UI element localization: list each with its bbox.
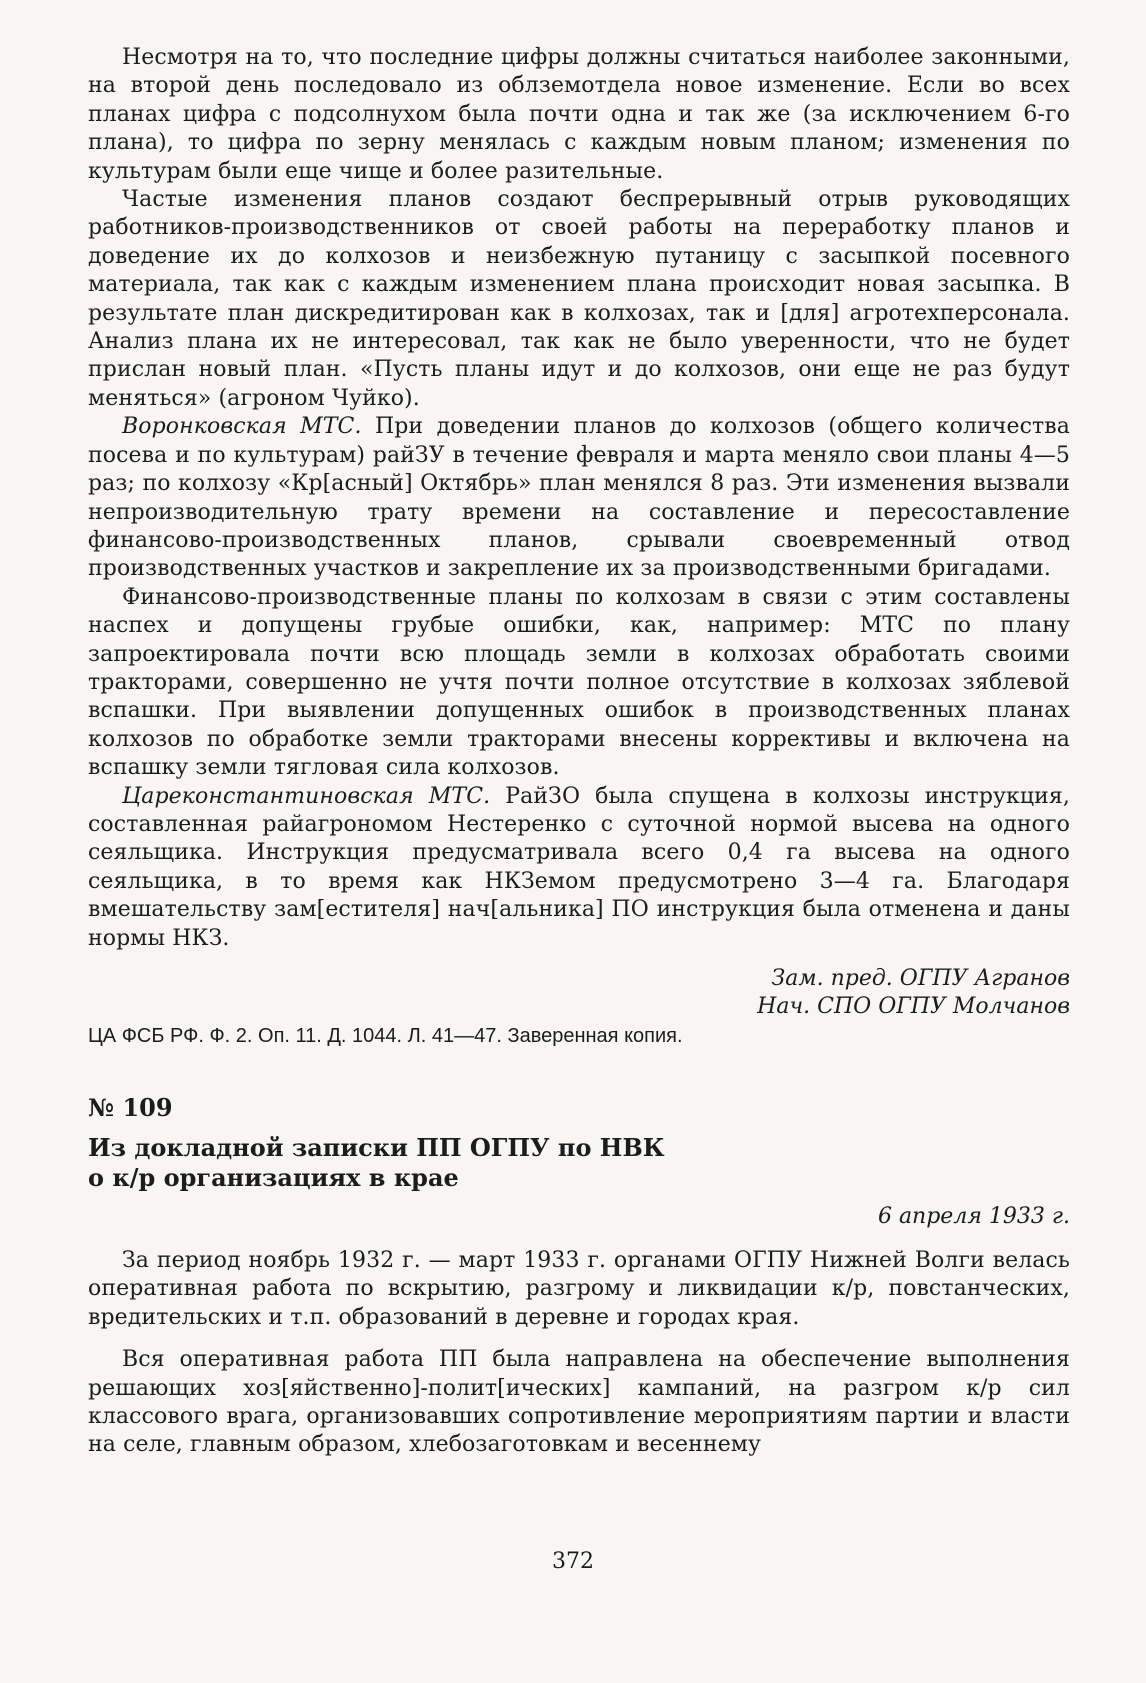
paragraph-frequent-changes: Частые изменения планов создают беспрерывный отрыв руководящих работников-производственников от своей работы на переработку планов и доведение их до колхозов и неизбежную путаницу с засыпкой посевного материала, так как с каждым изменением плана происходит новая засыпка. В результате план дискредитирован как в колхозах, так и [для] агротехперсонала. Анализ плана их не интересовал, так как не было уверенности, что не будет прислан новый план. «Пусть планы идут и до колхозов, они еще не раз будут меняться» (агроном Чуйко). xyxy=(88,187,1070,411)
document-number: № 109 xyxy=(88,1093,173,1122)
page-number: 372 xyxy=(552,1549,594,1574)
voronkovskaya-text: При доведении планов до колхозов (общего количества посева и по культурам) райЗУ в течение февраля и марта меняло свои планы 4—5 раз; по колхозу «Кр[асный] Октябрь» план менялся 8 раз. Эти изменения вызвали непроизводительную трату времени на составление и пересоставление финансово-производственных планов, срывали своевременный отвод производственных участков и закрепление их за производственными бригадами. xyxy=(88,414,1071,582)
archive-reference: ЦА ФСБ РФ. Ф. 2. Оп. 11. Д. 1044. Л. 41—47. Заверенная копия. xyxy=(88,1025,683,1047)
tsarekonstantinovskaya-text: РайЗО была спущена в колхозы инструкция, составленная райагрономом Нестеренко с суточной нормой высева на одного сеяльщика. Инструкция предусматривала всего 0,4 га высева на одного сеяльщика, в то время как НКЗемом предусмотрено 3—4 га. Благодаря вмешательству зам[естителя] нач[альника] ПО инструкция была отменена и даны нормы НКЗ. xyxy=(88,783,1070,951)
page-content xyxy=(88,44,1070,1460)
paragraph-operational-work: Вся оперативная работа ПП была направлена на обеспечение выполнения решающих хоз[яйственно]-полит[ических] кампаний, на разгром к/р сил классового врага, организовавших сопротивление мероприятиям партии и власти на селе, главным образом, хлебозаготовкам и весеннему xyxy=(88,1347,1070,1458)
spacer xyxy=(88,1332,1070,1346)
paragraph-plan-changes: Несмотря на то, что последние цифры должны считаться наиболее законными, на второй день последовало из облземотдела новое изменение. Если во всех планах цифра с подсолнухом была почти одна и так же (за исключением 6-го плана), то цифра по зерну менялась с каждым новым планом; изменения по культурам были еще чище и более разительные. xyxy=(88,45,1070,184)
paragraph-tsarekonstantinovskaya xyxy=(88,783,1070,953)
tsarekonstantinovskaya-mts-name: Цареконстантиновская МТС. xyxy=(122,783,491,809)
paragraph-voronkovskaya xyxy=(88,413,1070,583)
document-title-line-1: Из докладной записки ПП ОГПУ по НВК xyxy=(88,1133,665,1162)
spacer xyxy=(88,1231,1070,1247)
signature-molchanov: Нач. СПО ОГПУ Молчанов xyxy=(757,994,1070,1019)
document-date: 6 апреля 1933 г. xyxy=(877,1204,1070,1229)
signature-agranov: Зам. пред. ОГПУ Агранов xyxy=(771,966,1070,991)
paragraph-period-work: За период ноябрь 1932 г. — март 1933 г. органами ОГПУ Нижней Волги велась оперативная работа по вскрытию, разгрому и ликвидации к/р, повстанческих, вредительских и т.п. образований в деревне и городах края. xyxy=(88,1248,1070,1330)
document-title xyxy=(88,1133,1070,1193)
signature-block xyxy=(88,965,1070,1021)
voronkovskaya-mts-name: Воронковская МТС. xyxy=(122,414,362,440)
paragraph-finance-plans: Финансово-производственные планы по колхозам в связи с этим составлены наспех и допущены грубые ошибки, как, например: МТС по плану запроектировала почти всю площадь земли в колхозах обработать своими тракторами, совершенно не учтя почти полное отсутствие в колхозах зяблевой вспашки. При выявлении допущенных ошибок в производственных планах колхозов по обработке земли тракторами внесены коррективы и включена на вспашку земли тягловая сила колхозов. xyxy=(88,584,1070,781)
document-title-line-2: о к/р организациях в крае xyxy=(88,1163,459,1192)
